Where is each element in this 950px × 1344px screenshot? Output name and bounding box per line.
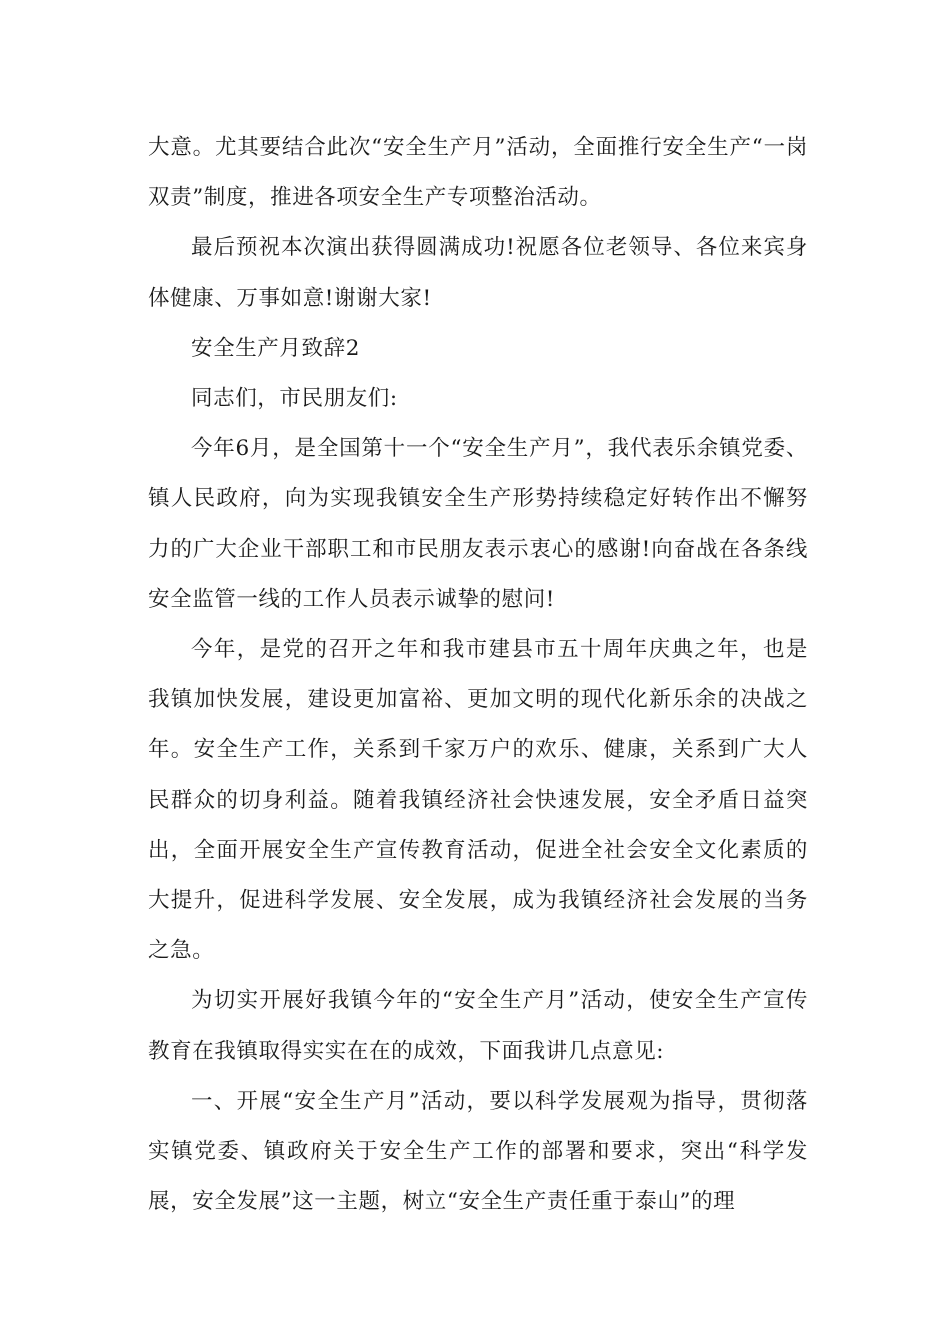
paragraph-context: 今年，是党的召开之年和我市建县市五十周年庆典之年，也是我镇加快发展，建设更加富裕、更加文明的现代化新乐余的决战之年。安全生产工作，关系到千家万户的欢乐、健康，关系到广大人民群众的切身利益。随着我镇经济社会快速发展，安全矛盾日益突出，全面开展安全生产宣传教育活动，促进全社会安全文化素质的大提升，促进科学发展、安全发展，成为我镇经济社会发展的当务之急。 xyxy=(148,637,808,964)
section-heading: 安全生产月致辞2 xyxy=(191,335,360,361)
paragraph-point-one: 一、开展“安全生产月”活动，要以科学发展观为指导，贯彻落实镇党委、镇政府关于安全生产工作的部署和要求，突出“科学发展，安全发展”这一主题，树立“安全生产责任重于泰山”的理 xyxy=(148,1088,808,1215)
document-body xyxy=(148,123,808,1227)
paragraph-closing-wishes: 最后预祝本次演出获得圆满成功!祝愿各位老领导、各位来宾身体健康、万事如意!谢谢大家! xyxy=(148,235,808,311)
paragraph-transition: 为切实开展好我镇今年的“安全生产月”活动，使安全生产宣传教育在我镇取得实实在在的成效，下面我讲几点意见: xyxy=(148,988,808,1064)
paragraph-salutation: 同志们，市民朋友们: xyxy=(191,386,398,412)
paragraph-continuation: 大意。尤其要结合此次“安全生产月”活动，全面推行安全生产“一岗双责”制度，推进各项安全生产专项整治活动。 xyxy=(148,135,808,211)
paragraph-intro: 今年6月，是全国第十一个“安全生产月”，我代表乐余镇党委、镇人民政府，向为实现我镇安全生产形势持续稳定好转作出不懈努力的广大企业干部职工和市民朋友表示衷心的感谢!向奋战在各条线安全监管一线的工作人员表示诚挚的慰问! xyxy=(148,436,808,612)
